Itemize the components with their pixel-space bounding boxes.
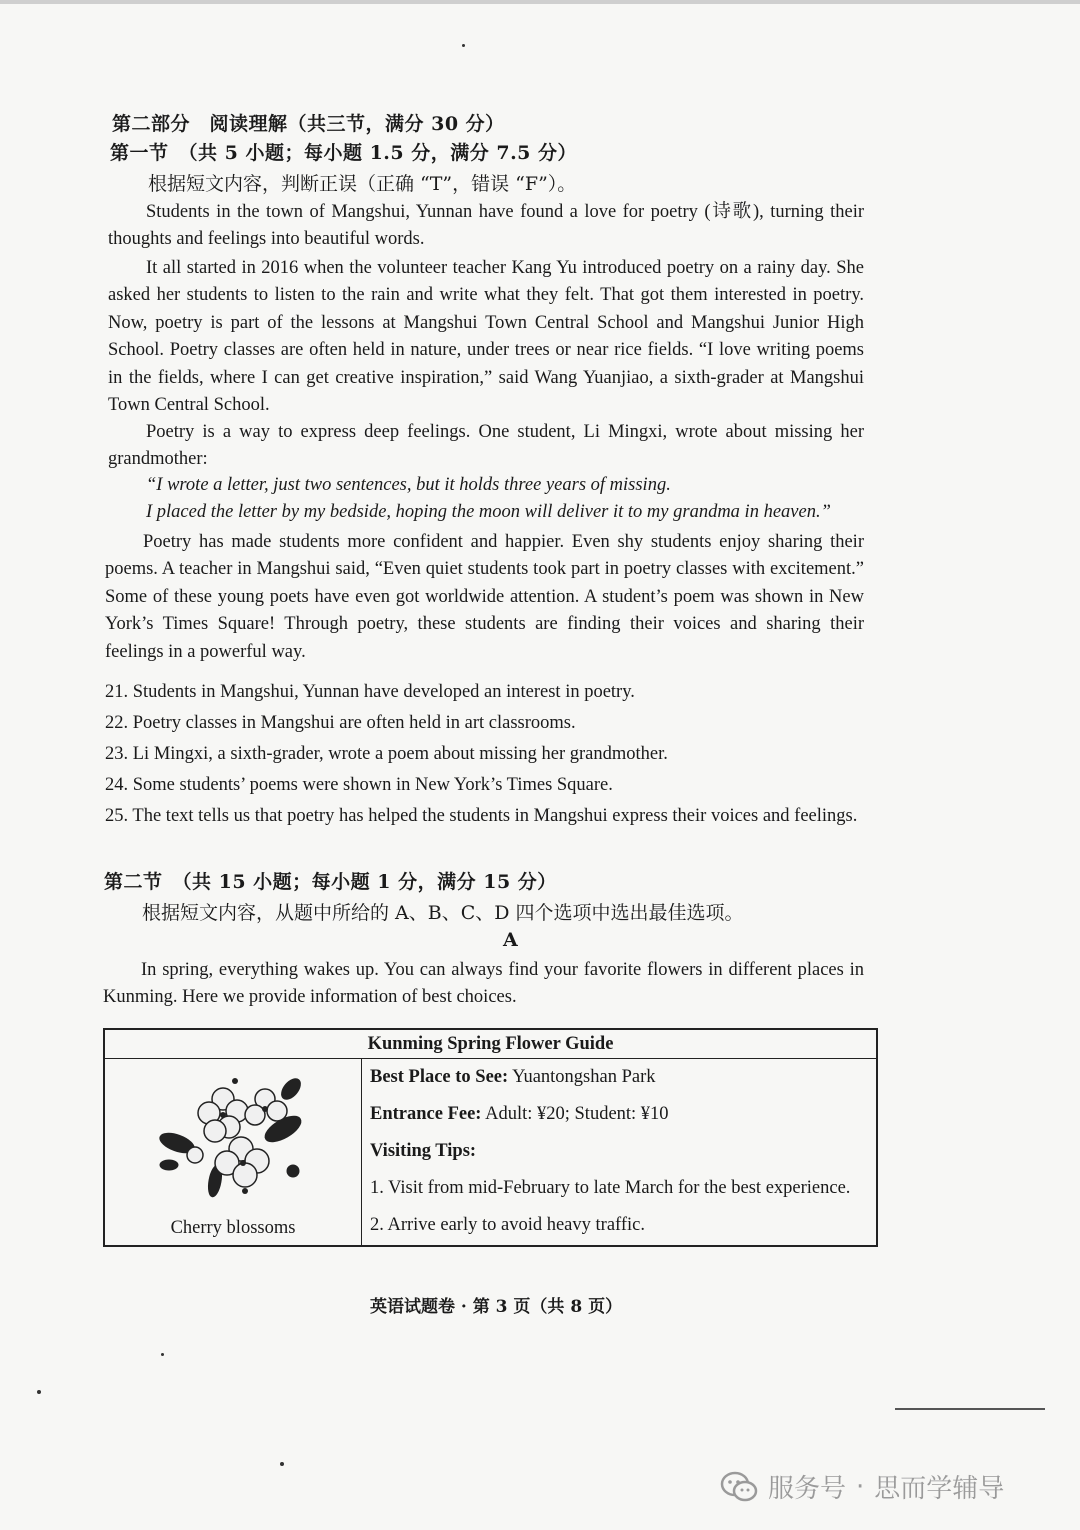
guide-title: Kunming Spring Flower Guide xyxy=(104,1029,877,1059)
best-place-value: Yuantongshan Park xyxy=(512,1067,656,1087)
passage-letter: A xyxy=(503,929,518,951)
guide-image-cell xyxy=(104,1059,362,1247)
tip-1: 1. Visit from mid-February to late March for the best experience. xyxy=(370,1178,851,1198)
best-place-row xyxy=(370,1059,876,1096)
fee-row xyxy=(370,1096,876,1133)
passage-paragraph-1: Students in the town of Mangshui, Yunnan have found a love for poetry (诗歌), turning their thoughts and feelings into beautiful words. xyxy=(108,202,864,250)
cherry-blossom-icon xyxy=(105,1063,361,1213)
passage-paragraph-4: Poetry has made students more confident and happier. Even shy students enjoy sharing their poems. A teacher in Mangshui said, “Even quiet students took part in poetry classes with excitement.” Some of these young poets have even got worldwide attention. A student’s poem was shown in New York’s Times Square! Through poetry, these students are finding their voices and sharing their feelings in a powerful way. xyxy=(105,532,864,662)
poem-line-1: “I wrote a letter, just two sentences, but it holds three years of missing. xyxy=(146,475,671,495)
scan-speck xyxy=(280,1462,284,1466)
section2-instruction: 根据短文内容，从题中所给的 A、B、C、D 四个选项中选出最佳选项。 xyxy=(142,902,744,924)
top-border xyxy=(0,0,1080,4)
question-23: 23. Li Mingxi, a sixth-grader, wrote a poem about missing her grandmother. xyxy=(105,744,668,764)
best-place-label: Best Place to See: xyxy=(370,1067,509,1087)
tips-label: Visiting Tips: xyxy=(370,1141,477,1161)
section2-header: 第二节 （共 15 小题；每小题 1 分，满分 15 分） xyxy=(104,871,557,893)
passage-paragraph-2: It all started in 2016 when the volunteer teacher Kang Yu introduced poetry on a rainy day. She asked her students to listen to the rain and write what they felt. That got them interested in poetry. Now, poetry is part of the lessons at Mangshui Town Central School and Mangshui Junior High School. Poetry classes are often held in nature, under trees or near rice fields. “I love writing poems in the fields, where I can get creative inspiration,” said Wang Yuanjiao, a sixth-grader at Mangshui Town Central School. xyxy=(108,258,864,416)
part2-header: 第二部分 阅读理解（共三节，满分 30 分） xyxy=(112,113,505,135)
section1-instruction: 根据短文内容，判断正误（正确 “T”，错误 “F”）。 xyxy=(148,173,577,195)
image-caption: Cherry blossoms xyxy=(170,1218,296,1238)
watermark xyxy=(720,1468,1004,1505)
watermark-dot: · xyxy=(856,1471,865,1502)
tip-2: 2. Arrive early to avoid heavy traffic. xyxy=(370,1215,645,1235)
section1-header: 第一节 （共 5 小题；每小题 1.5 分，满分 7.5 分） xyxy=(110,142,578,164)
watermark-service: 服务号 xyxy=(768,1474,847,1504)
scan-speck xyxy=(37,1390,41,1394)
section2-intro: In spring, everything wakes up. You can always find your favorite flowers in different places in Kunming. Here we provide information of best choices. xyxy=(103,960,864,1008)
scan-speck xyxy=(161,1353,164,1356)
page-footer: 英语试题卷 · 第 3 页（共 8 页） xyxy=(370,1297,623,1317)
fee-label: Entrance Fee: xyxy=(370,1104,482,1124)
question-25: 25. The text tells us that poetry has helped the students in Mangshui express their voices and feelings. xyxy=(105,806,858,826)
scan-speck xyxy=(462,44,465,47)
question-24: 24. Some students’ poems were shown in New York’s Times Square. xyxy=(105,775,613,795)
flower-guide-table xyxy=(103,1028,878,1247)
fee-value: Adult: ¥20; Student: ¥10 xyxy=(485,1104,669,1124)
watermark-name: 思而学辅导 xyxy=(874,1474,1005,1504)
guide-info-cell xyxy=(362,1059,878,1247)
question-22: 22. Poetry classes in Mangshui are often held in art classrooms. xyxy=(105,713,576,733)
passage-paragraph-3: Poetry is a way to express deep feelings. One student, Li Mingxi, wrote about missing her grandmother: xyxy=(108,422,864,470)
poem-line-2: I placed the letter by my bedside, hoping the moon will deliver it to my grandma in heaven.” xyxy=(146,502,831,522)
wechat-icon xyxy=(720,1471,758,1503)
question-21: 21. Students in Mangshui, Yunnan have developed an interest in poetry. xyxy=(105,682,635,702)
scan-mark xyxy=(895,1408,1045,1410)
